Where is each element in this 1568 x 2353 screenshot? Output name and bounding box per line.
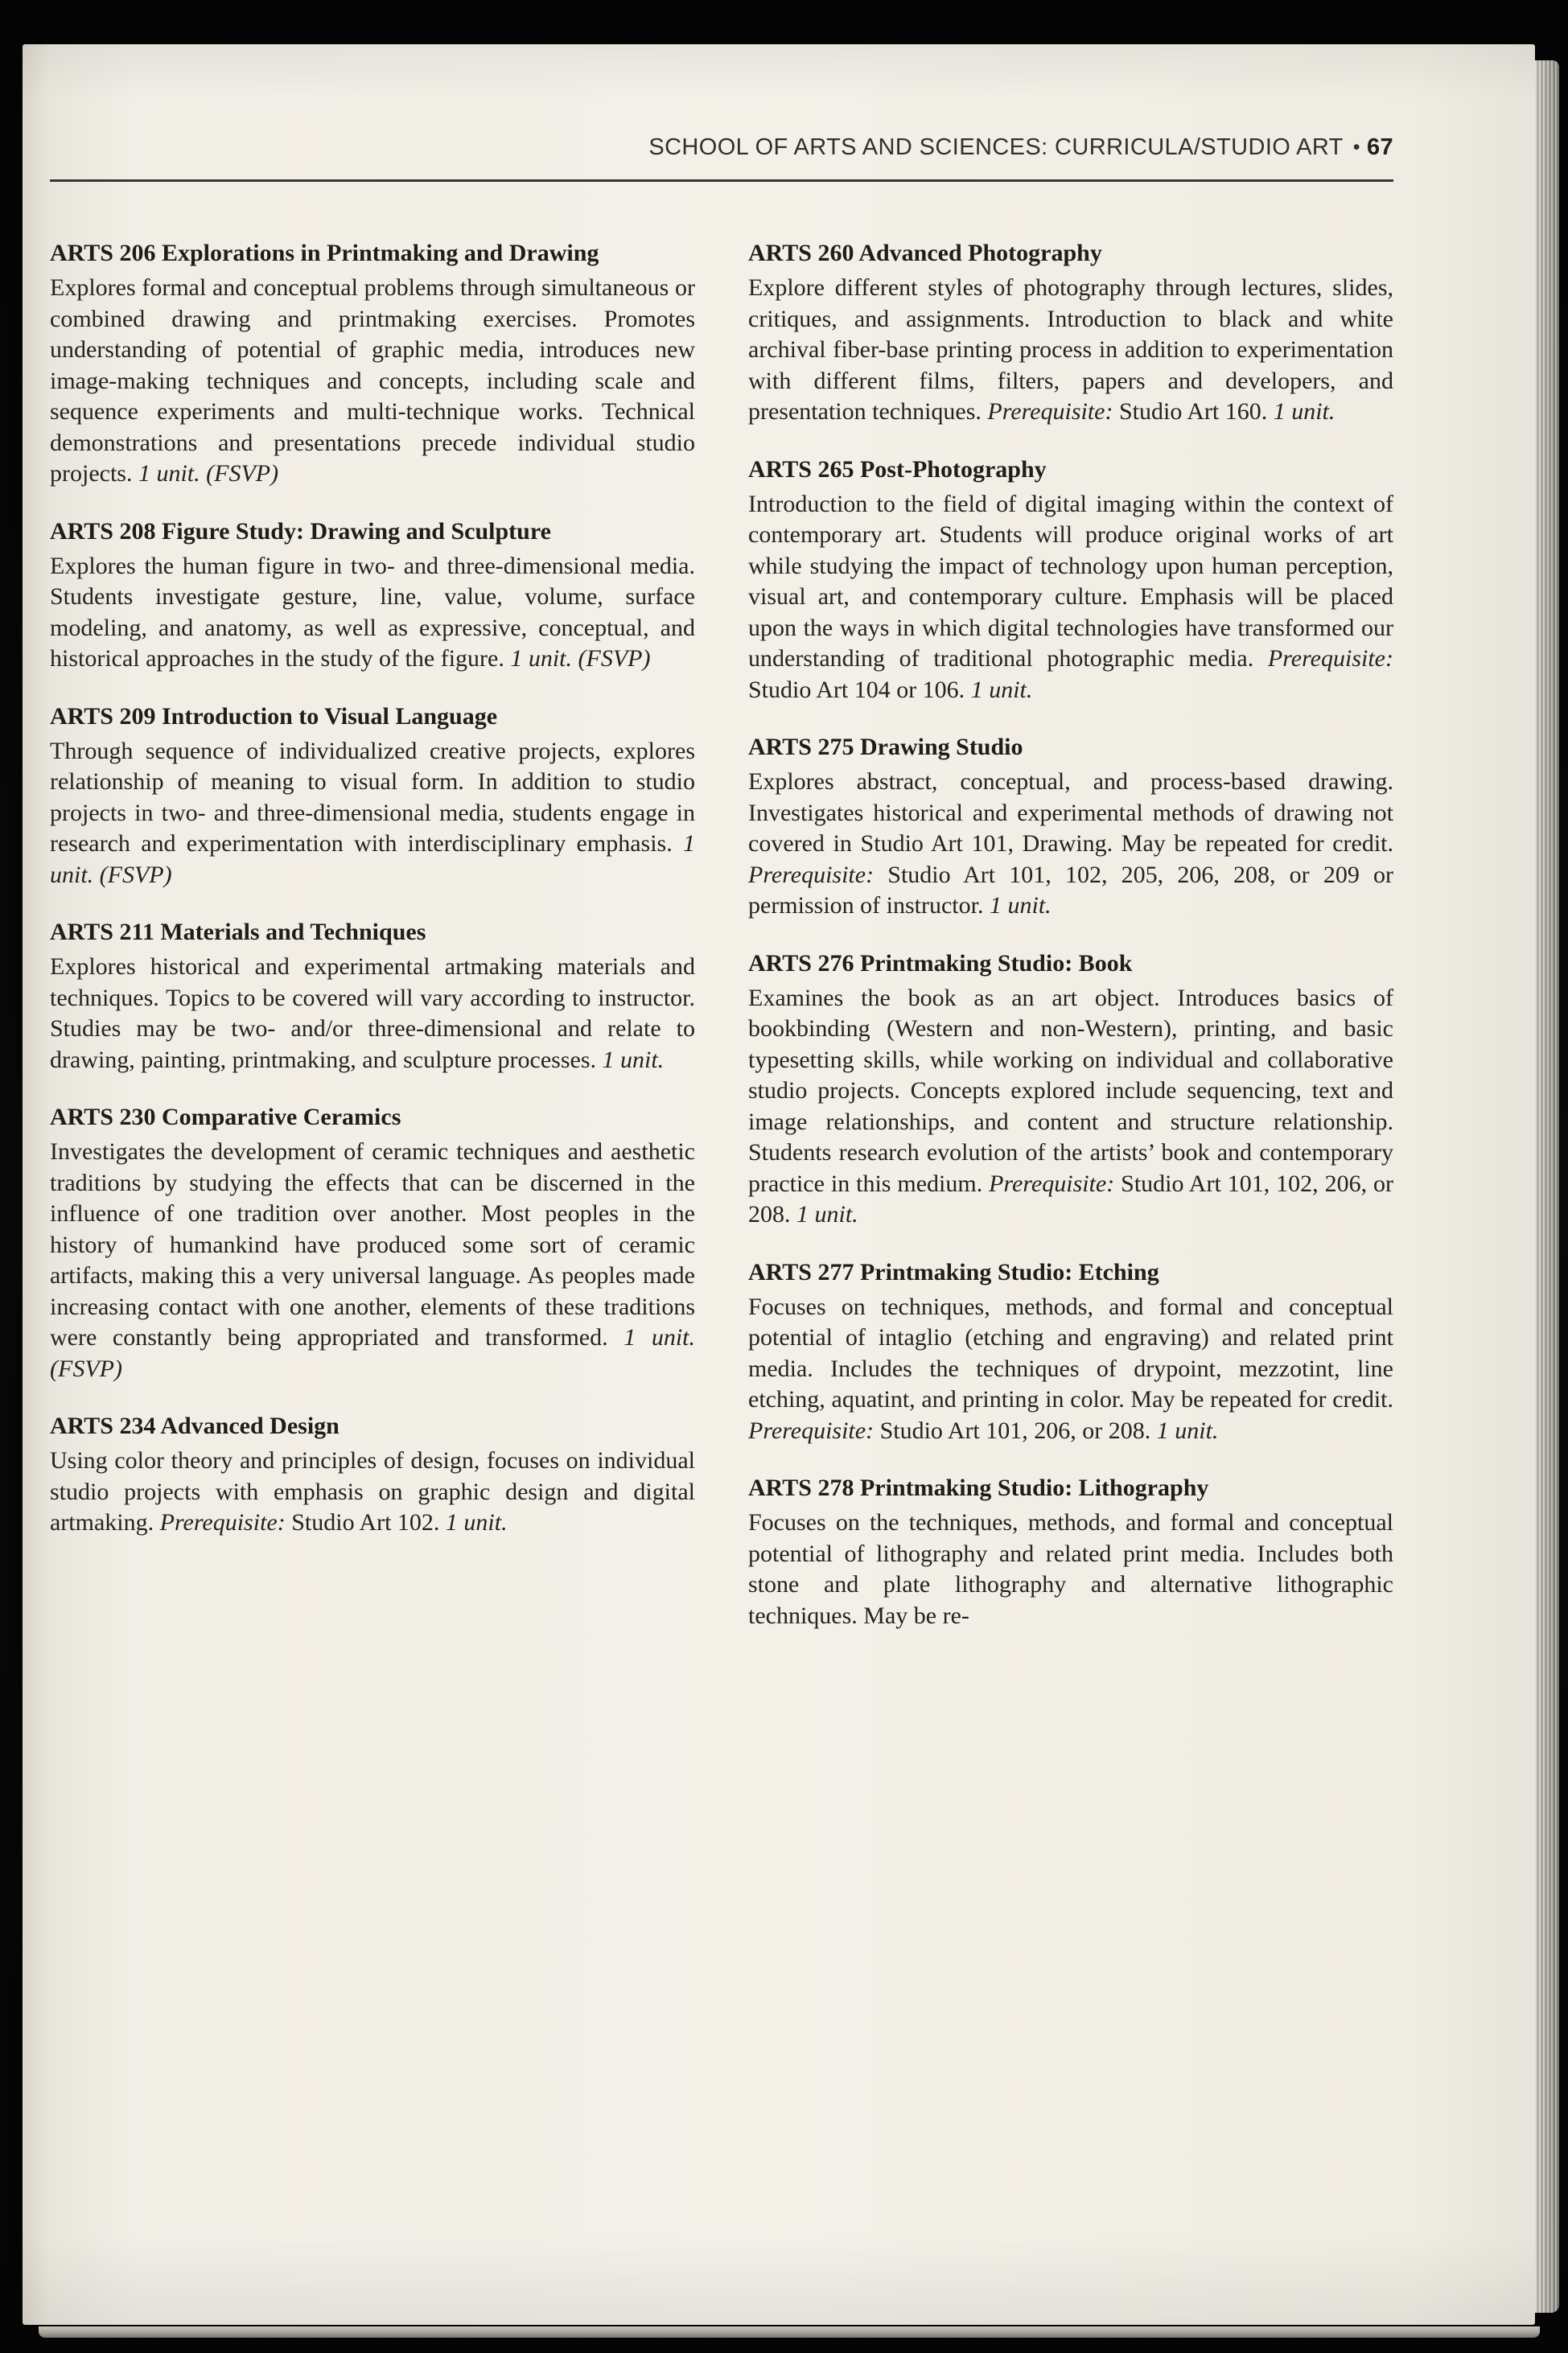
course-description bbox=[50, 736, 695, 891]
description-italic-run: Prerequisite: bbox=[987, 398, 1113, 425]
course-title: ARTS 265 Post-Photography bbox=[748, 455, 1047, 483]
course-entry bbox=[50, 1410, 695, 1539]
description-text-run: Studio Art 104 or 106. bbox=[748, 676, 971, 703]
course-title: ARTS 260 Advanced Photography bbox=[748, 240, 1102, 266]
description-text-run: Studio Art 102. bbox=[285, 1509, 446, 1536]
page-stack-edge-bottom bbox=[39, 2326, 1540, 2338]
course-title: ARTS 209 Introduction to Visual Language bbox=[50, 702, 498, 730]
course-entry bbox=[50, 516, 695, 675]
running-head-text: SCHOOL OF ARTS AND SCIENCES: CURRICULA/STUDIO ART bbox=[648, 134, 1344, 160]
description-text-run: Studio Art 101, 102, 205, 206, 208, or 209 or permission of instructor. bbox=[748, 861, 1393, 919]
description-italic-run: Prerequisite: bbox=[748, 1417, 875, 1444]
description-italic-run: 1 unit. bbox=[445, 1509, 508, 1536]
course-columns bbox=[50, 237, 1393, 1631]
description-italic-run: Prerequisite: bbox=[1267, 645, 1393, 672]
header-rule bbox=[50, 179, 1393, 182]
description-italic-run: Prerequisite: bbox=[989, 1170, 1115, 1197]
course-entry bbox=[748, 731, 1393, 922]
description-text-run: Examines the book as an art object. Introduces basics of bookbinding (Western and non-Western), printing, and basic typesetting skills, while working on individual and collaborative studio projects. Concepts explored include sequencing, text and image relationships, and content and structure relationship. Students research evolution of the artists’ book and contemporary practice in this medium. bbox=[748, 984, 1393, 1197]
description-text-run: Investigates the development of ceramic techniques and aesthetic traditions by studying the effects that can be discerned in the influence of one tradition over another. Most peoples in the history of humankind have produced some sort of ceramic artifacts, making this a very universal language. As peoples made increasing contact with one another, elements of these traditions were constantly being appropriated and transformed. bbox=[50, 1138, 695, 1351]
catalog-page bbox=[23, 44, 1535, 2325]
course-entry bbox=[748, 1472, 1393, 1631]
course-description bbox=[748, 489, 1393, 706]
left-column bbox=[50, 237, 695, 1631]
course-title: ARTS 234 Advanced Design bbox=[50, 1413, 340, 1439]
page-stack-edge-right bbox=[1535, 60, 1559, 2313]
course-description bbox=[50, 273, 695, 490]
description-italic-run: 1 unit. bbox=[970, 676, 1033, 703]
course-entry bbox=[50, 701, 695, 891]
course-title: ARTS 208 Figure Study: Drawing and Sculpture bbox=[50, 517, 551, 545]
course-entry bbox=[50, 1101, 695, 1384]
course-title: ARTS 206 Explorations in Printmaking and Drawing bbox=[50, 240, 599, 266]
description-italic-run: Prerequisite: bbox=[748, 861, 875, 888]
description-text-run: Studio Art 101, 102, 206, or 208. bbox=[748, 1170, 1394, 1228]
description-text-run: Studio Art 160. bbox=[1113, 398, 1274, 425]
course-description bbox=[50, 952, 695, 1076]
course-title: ARTS 230 Comparative Ceramics bbox=[50, 1104, 401, 1130]
description-text-run: Studio Art 101, 206, or 208. bbox=[874, 1417, 1157, 1444]
description-italic-run: 1 unit. bbox=[602, 1046, 665, 1073]
course-description bbox=[748, 767, 1393, 922]
course-title: ARTS 278 Printmaking Studio: Lithography bbox=[748, 1475, 1209, 1501]
description-text-run: Introduction to the field of digital imaging within the context of contemporary art. Students will produce original works of art while studying the impact of technology upon human perception, visual art, and contemporary culture. Emphasis will be placed upon the ways in which digital technologies have transformed our understanding of traditional photographic media. bbox=[748, 490, 1393, 672]
course-title: ARTS 277 Printmaking Studio: Etching bbox=[748, 1258, 1159, 1286]
description-italic-run: 1 unit. (FSVP) bbox=[510, 645, 651, 672]
description-text-run: Focuses on the techniques, methods, and formal and conceptual potential of lithography and related print media. Includes both stone and plate lithography and alternative lithographic techniques. May be re- bbox=[748, 1509, 1393, 1629]
description-text-run: Through sequence of individualized creative projects, explores relationship of meaning to visual form. In addition to studio projects in two- and three-dimensional media, students engage in research and experimentation with interdisciplinary emphasis. bbox=[50, 737, 695, 857]
description-italic-run: 1 unit. (FSVP) bbox=[50, 830, 695, 888]
description-text-run: Explores historical and experimental artmaking materials and techniques. Topics to be covered will vary according to instructor. Studies may be two- and/or three-dimensional and relate to drawing, painting, printmaking, and sculpture processes. bbox=[50, 953, 695, 1073]
running-head bbox=[50, 134, 1393, 161]
course-entry bbox=[50, 916, 695, 1076]
description-text-run: Explores formal and conceptual problems through simultaneous or combined drawing and printmaking exercises. Promotes understanding of potential of graphic media, introduces new image-making techniques and concepts, including scale and sequence experiments and multi-technique works. Technical demonstrations and presentations precede individual studio projects. bbox=[50, 274, 695, 487]
description-text-run: Explores the human figure in two- and three-dimensional media. Students investigate gesture, line, value, volume, surface modeling, and anatomy, as well as expressive, conceptual, and historical approaches in the study of the figure. bbox=[50, 552, 695, 672]
course-title: ARTS 211 Materials and Techniques bbox=[50, 919, 426, 945]
course-description bbox=[50, 1137, 695, 1384]
description-text-run: Using color theory and principles of design, focuses on individual studio projects with emphasis on graphic design and digital artmaking. bbox=[50, 1447, 695, 1536]
course-entry bbox=[748, 1257, 1393, 1447]
course-description bbox=[50, 1446, 695, 1539]
page-number: 67 bbox=[1366, 134, 1393, 160]
right-column bbox=[748, 237, 1393, 1631]
course-entry bbox=[50, 237, 695, 490]
description-text-run: Explores abstract, conceptual, and process-based drawing. Investigates historical and experimental methods of drawing not covered in Studio Art 101, Drawing. May be repeated for credit. bbox=[748, 768, 1393, 857]
description-italic-run: 1 unit. (FSVP) bbox=[50, 1324, 696, 1382]
description-italic-run: Prerequisite: bbox=[159, 1509, 286, 1536]
description-text-run: Explore different styles of photography through lectures, slides, critiques, and assignments. Introduction to black and white archival fiber-base printing process in addition to experimentation with different films, filters, papers and developers, and presentation techniques. bbox=[748, 274, 1393, 425]
course-title: ARTS 276 Printmaking Studio: Book bbox=[748, 949, 1133, 977]
description-italic-run: 1 unit. bbox=[1273, 398, 1335, 425]
course-entry bbox=[748, 948, 1393, 1231]
description-italic-run: 1 unit. bbox=[1156, 1417, 1219, 1444]
course-description bbox=[748, 983, 1393, 1231]
course-description bbox=[748, 1292, 1393, 1447]
course-entry bbox=[748, 237, 1393, 428]
description-italic-run: 1 unit. (FSVP) bbox=[138, 460, 279, 487]
description-text-run: Focuses on techniques, methods, and formal and conceptual potential of intaglio (etching and engraving) and related print media. Includes the techniques of drypoint, mezzotint, line etching, aquatint, and printing in color. May be repeated for credit. bbox=[748, 1293, 1393, 1413]
course-title: ARTS 275 Drawing Studio bbox=[748, 734, 1023, 760]
description-italic-run: 1 unit. bbox=[989, 892, 1052, 919]
course-entry bbox=[748, 454, 1393, 706]
bullet-separator: • bbox=[1352, 136, 1360, 158]
course-description bbox=[748, 273, 1393, 428]
description-italic-run: 1 unit. bbox=[796, 1201, 858, 1228]
course-description bbox=[50, 551, 695, 675]
course-description bbox=[748, 1508, 1393, 1631]
